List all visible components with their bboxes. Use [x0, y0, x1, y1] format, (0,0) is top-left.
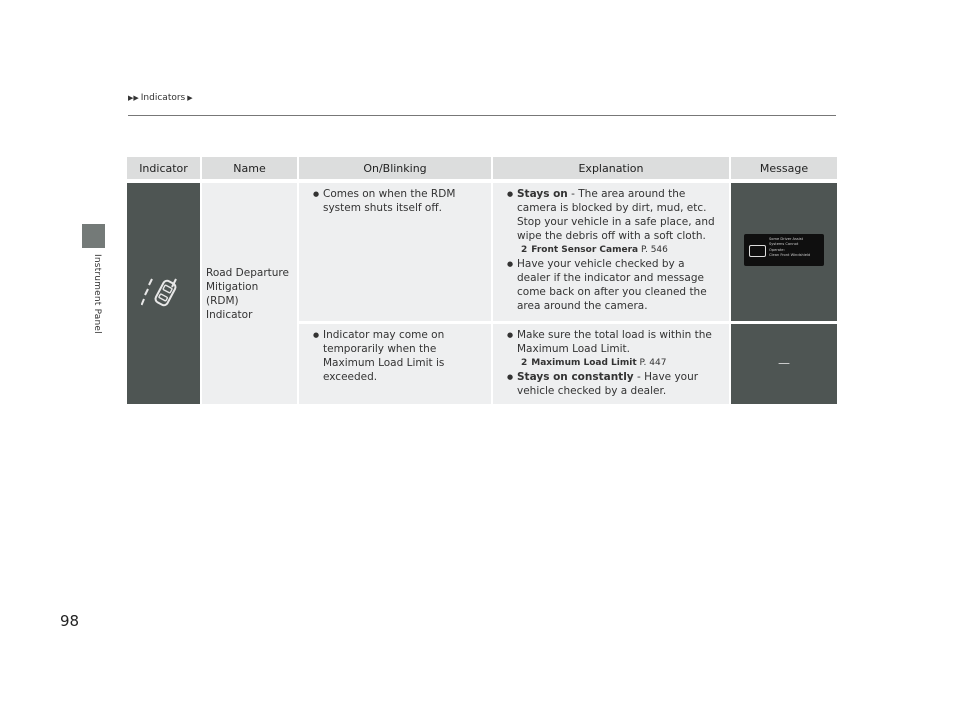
bullet-item: ● Have your vehicle checked by a dealer if the indicator and message come back on after you cleaned the area around the camera. [507, 257, 721, 313]
explanation-cell [492, 183, 730, 322]
bullet-text: - The area around the camera is blocked by dirt, mud, etc. Stop your vehicle in a safe place, and wipe the debris off with a soft cloth. [517, 188, 715, 242]
camera-warning-icon [749, 245, 766, 257]
on-blinking-cell [298, 183, 492, 322]
table-row [127, 183, 837, 322]
bullet-text: - Have your vehicle checked by a dealer. [517, 370, 699, 397]
name-line: Indicator [206, 308, 253, 321]
name-cell [201, 183, 298, 404]
indicator-cell [127, 183, 201, 404]
bold-term: Stays on [517, 188, 568, 200]
message-cell [730, 322, 837, 404]
triangle-right-icon: ▶ [187, 94, 193, 102]
bullet-item: ● Indicator may come on temporarily when the Maximum Load Limit is exceeded. [313, 328, 483, 384]
message-line: Clean Front Windshield [769, 253, 811, 258]
header-name: Name [201, 157, 298, 179]
rdm-lane-car-icon [141, 273, 181, 313]
reference-page: P. 447 [636, 357, 667, 368]
message-display [744, 234, 824, 266]
bullet-item: ● Comes on when the RDM system shuts itself off. [313, 187, 483, 215]
explanation-cell [492, 322, 730, 404]
bullet-item [507, 370, 721, 398]
triangle-right-icon: ▶▶ [128, 94, 139, 102]
cross-reference[interactable] [507, 356, 721, 370]
reference-arrow-icon: 2 [521, 357, 528, 368]
table-header-row [127, 157, 837, 179]
cross-reference[interactable] [507, 243, 721, 257]
bullet-item [507, 187, 721, 243]
header-indicator: Indicator [127, 157, 201, 179]
name-line: Road Departure [206, 266, 289, 279]
message-text [769, 237, 810, 259]
indicator-table [127, 157, 837, 404]
reference-page: P. 546 [638, 245, 668, 255]
page-number: 98 [60, 612, 80, 630]
reference-arrow-icon: 2 [521, 245, 528, 255]
breadcrumb [128, 93, 193, 103]
message-line: Systems Cannot [769, 242, 799, 247]
no-message: — [778, 356, 790, 371]
reference-title: Maximum Load Limit [531, 357, 637, 368]
section-label: Instrument Panel [92, 254, 102, 334]
on-blinking-cell [298, 322, 492, 404]
name-line: Mitigation (RDM) [206, 280, 259, 307]
section-tab [82, 224, 105, 248]
header-explanation: Explanation [492, 157, 730, 179]
bold-term: Stays on constantly [517, 370, 634, 383]
bullet-item: ● Make sure the total load is within the Maximum Load Limit. [507, 328, 721, 356]
header-message: Message [730, 157, 837, 179]
header-divider [128, 115, 836, 116]
message-line: Operate: [769, 247, 785, 252]
reference-title: Front Sensor Camera [531, 245, 639, 255]
breadcrumb-label: Indicators [140, 93, 186, 103]
message-line: Some Driver Assist [769, 236, 804, 241]
header-on-blinking: On/Blinking [298, 157, 492, 179]
message-cell [730, 183, 837, 322]
